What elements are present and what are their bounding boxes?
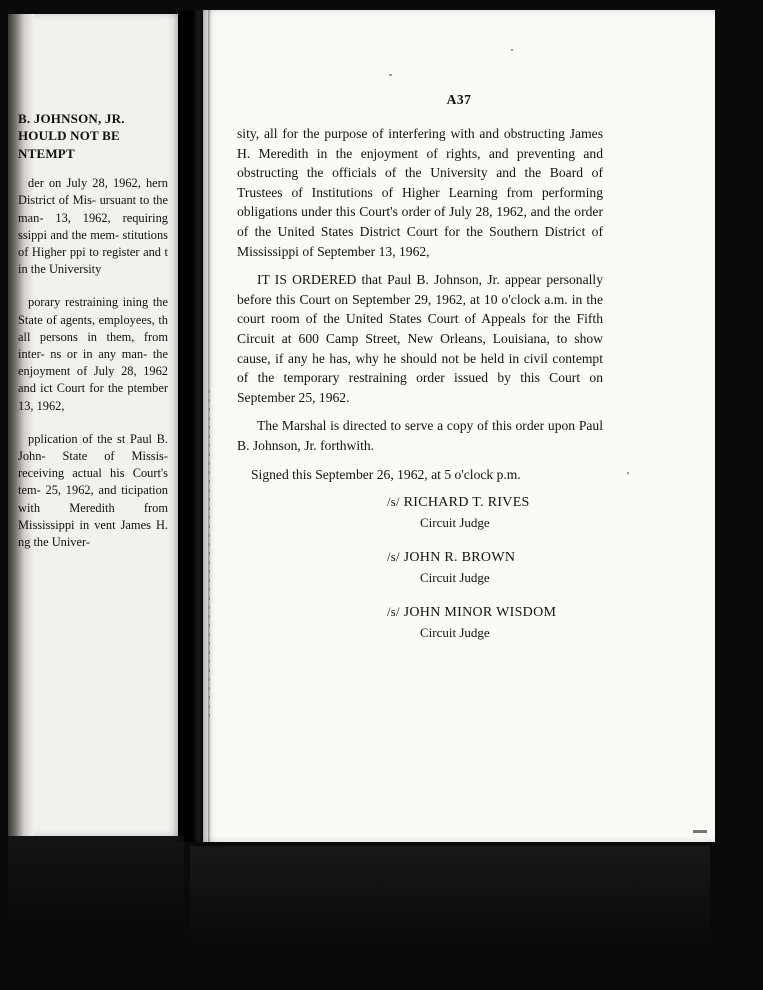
signature-name: JOHN MINOR WISDOM	[403, 605, 557, 621]
left-heading-line-1: B. JOHNSON, JR.	[18, 111, 125, 126]
body-paragraph: sity, all for the purpose of interfering with and obstructing James H. Meredith in the enjoyment of rights, and preventing and obstructing the officials of the University and the Board of Trustees of Institutions of Higher Learning from performing obligations under this Court's order of July 28, 1962, and the order of the United States District Court for the Southern District of Mississippi of September 13, 1962,	[237, 126, 603, 259]
left-paragraph: porary restraining ining the State of agents, employees, th all persons in them, from inter- ns or in any man- the enjoyment of July 28, 1962 and ict Court for the ptember 13, 1962,	[18, 295, 168, 413]
signature-name-line	[387, 548, 603, 568]
left-paragraph: pplication of the st Paul B. John- State of Missis- receiving actual his Court's tem- 25, 1962, and ticipation with Meredith from Mississippi in vent James H. ng the Univer-	[18, 431, 168, 550]
signature-entry	[387, 603, 603, 642]
left-page	[8, 14, 180, 836]
left-heading-line-2: HOULD NOT BE	[18, 128, 120, 144]
right-page-body	[237, 124, 603, 659]
left-heading-line-3: NTEMPT	[18, 145, 75, 161]
scan-dust-line	[209, 390, 210, 720]
scan-speck	[627, 472, 629, 474]
signature-name-line	[387, 603, 603, 623]
signature-name: JOHN R. BROWN	[403, 550, 516, 566]
signature-entry	[387, 493, 603, 532]
signature-entry	[387, 548, 603, 587]
scan-speck	[389, 74, 392, 76]
page-bottom-shadow	[190, 846, 710, 986]
right-page	[203, 10, 715, 842]
signature-name-line	[387, 493, 603, 513]
signature-name: RICHARD T. RIVES	[403, 495, 530, 511]
signature-prefix: /s/	[387, 605, 400, 620]
body-paragraph: IT IS ORDERED that Paul B. Johnson, Jr. appear personally before this Court on September 29, 1962, at 10 o'clock a.m. in the court room of the United States Court of Appeals for the Fifth Circuit at 600 Camp Street, New Orleans, Louisiana, to show cause, if any he has, why he should not be held in civil contempt of the temporary restraining order issued by this Court on September 25, 1962.	[237, 272, 603, 405]
signature-prefix: /s/	[387, 495, 400, 510]
book-gutter	[178, 10, 204, 842]
left-page-text-column	[18, 110, 168, 564]
signed-date-line: Signed this September 26, 1962, at 5 o'clock p.m.	[251, 466, 521, 482]
scan-speck	[693, 830, 707, 833]
signature-block	[387, 493, 603, 643]
left-page-heading	[18, 110, 168, 162]
signature-title: Circuit Judge	[420, 569, 490, 585]
left-paragraph: der on July 28, 1962, hern District of Mis- ursuant to the man- 13, 1962, requiring ssippi and the mem- stitutions of Higher ppi to register and t in the University	[18, 176, 168, 277]
left-page-bottom-shadow	[8, 836, 184, 956]
signature-title: Circuit Judge	[420, 625, 490, 641]
signature-prefix: /s/	[387, 550, 400, 565]
body-paragraph: The Marshal is directed to serve a copy of this order upon Paul B. Johnson, Jr. forthwith.	[237, 418, 603, 453]
scan-speck	[511, 49, 513, 51]
signature-title: Circuit Judge	[420, 514, 490, 530]
page-number: A37	[446, 92, 472, 107]
